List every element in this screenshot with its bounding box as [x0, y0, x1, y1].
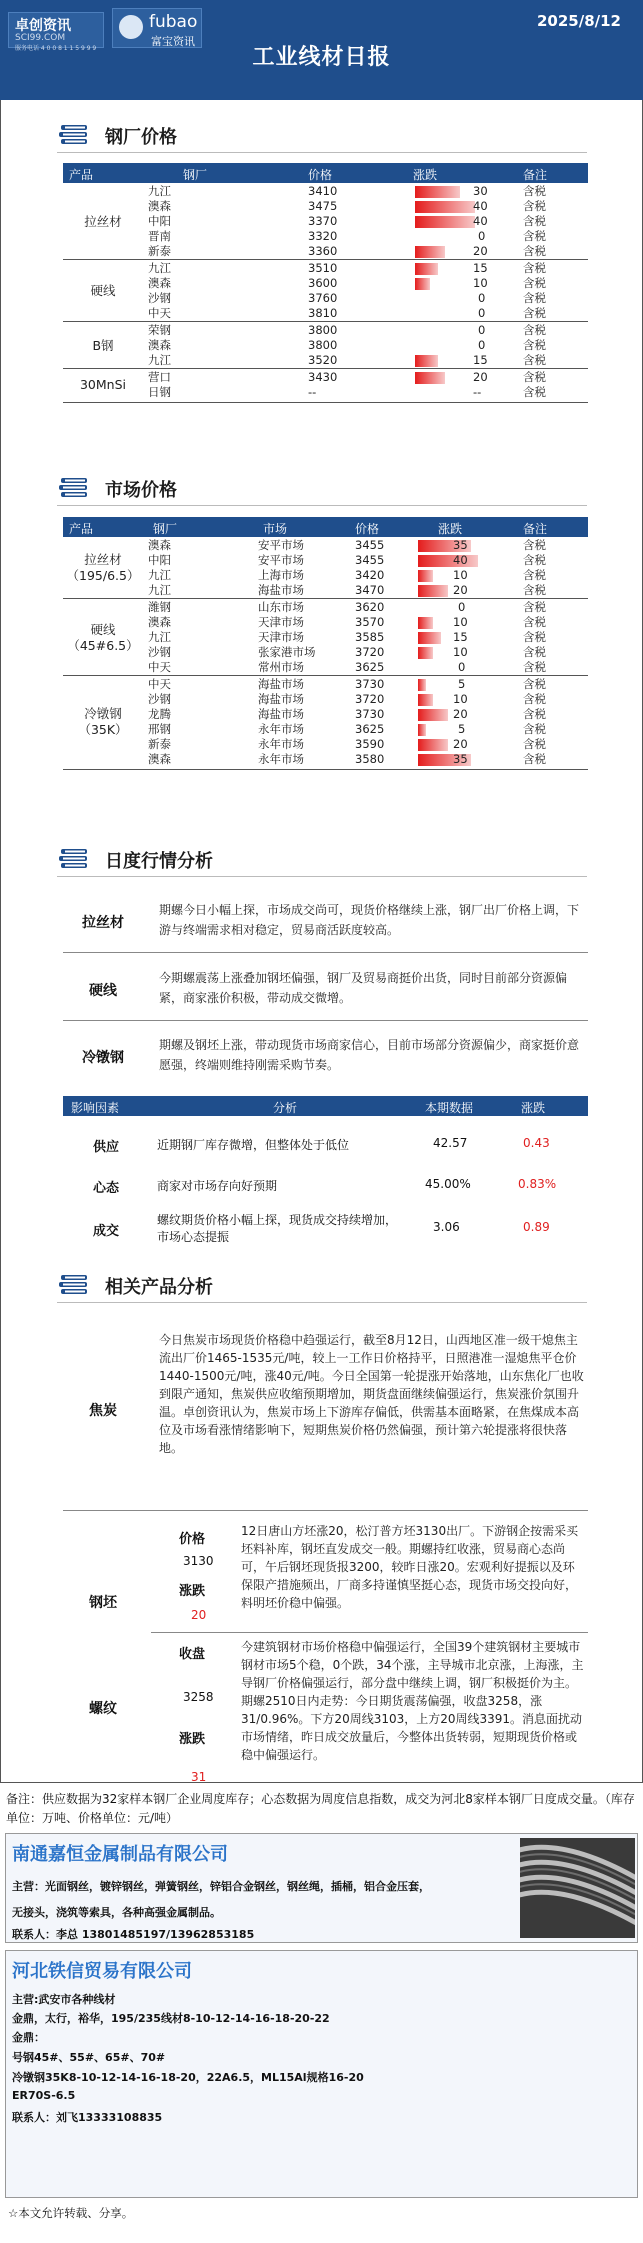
- table-row: [63, 692, 588, 707]
- mill-name: 澳森: [148, 199, 171, 213]
- market-name: 海盐市场: [258, 707, 304, 721]
- price-value: 3570: [355, 615, 385, 629]
- price-value: 3760: [308, 291, 338, 305]
- change-bar: [415, 216, 475, 228]
- group-label: [63, 706, 143, 738]
- factor-table: [63, 1096, 588, 1266]
- change-value: 10: [453, 615, 468, 629]
- change-bar: [418, 555, 478, 567]
- rebar-label: 螺纹: [89, 1701, 117, 1717]
- change-bar: [418, 694, 433, 706]
- market-name: 海盐市场: [258, 677, 304, 691]
- mill-name: 营口: [148, 370, 171, 384]
- book-stack-icon: [57, 477, 91, 499]
- ad-line: 主营:武安市各种线材: [12, 1993, 116, 2006]
- change-bar: [418, 617, 433, 629]
- ad-line: 号钢45#、55#、65#、70#: [12, 2051, 166, 2064]
- note-value: 含税: [523, 338, 546, 352]
- billet-change-value: 20: [191, 1608, 207, 1622]
- factor-value: 42.57: [433, 1136, 468, 1150]
- note-value: 含税: [523, 752, 546, 766]
- mill-name: 澳森: [148, 615, 171, 629]
- change-bar: [418, 679, 426, 691]
- col-analysis: 分析: [273, 1101, 298, 1115]
- group-spec: （195/6.5）: [66, 568, 140, 583]
- rebar-close-value: 3258: [183, 1690, 214, 1704]
- table-row: [63, 323, 588, 338]
- change-bar: [418, 585, 448, 597]
- note-value: 含税: [523, 677, 546, 691]
- ad-company-name: 河北铁信贸易有限公司: [12, 1961, 192, 1982]
- market-name: 上海市场: [258, 568, 304, 582]
- price-value: 3720: [355, 645, 385, 659]
- note-value: 含税: [523, 630, 546, 644]
- price-value: 3455: [355, 553, 385, 567]
- ad-nantong: [5, 1833, 638, 1943]
- price-value: 3410: [308, 184, 338, 198]
- col-price: 价格: [308, 168, 333, 182]
- ad-contact: 联系人：刘飞13333108835: [12, 2111, 163, 2124]
- market-name: 常州市场: [258, 660, 304, 674]
- group-divider: [63, 321, 588, 322]
- footer-note: ☆本文允许转载、分享。: [8, 2206, 134, 2220]
- change-bar: [418, 632, 441, 644]
- factor-value: 45.00%: [425, 1177, 471, 1191]
- analysis-separator: [63, 952, 588, 953]
- analysis-text-cold-heading: 期螺及钢坯上涨，带动现货市场商家信心，目前市场部分资源偏少，商家挺价意愿强，终端则维持刚需采购节奏。: [159, 1038, 580, 1072]
- group-divider: [63, 368, 588, 369]
- factor-name: 心态: [93, 1181, 120, 1196]
- change-value: 20: [473, 370, 488, 384]
- price-value: 3810: [308, 306, 338, 320]
- factor-change: 0.43: [523, 1136, 550, 1150]
- change-value: 0: [478, 323, 486, 337]
- mill-name: 九江: [148, 184, 171, 198]
- change-value: 10: [453, 568, 468, 582]
- change-value: 20: [453, 707, 468, 721]
- logo1-tiny: 服务电话 4 0 0 8 1 1 5 9 9 9: [15, 45, 97, 52]
- change-bar: [415, 355, 438, 367]
- change-bar: [418, 739, 448, 751]
- change-value: 0: [478, 306, 486, 320]
- price-value: 3625: [355, 722, 385, 736]
- table-row: [63, 737, 588, 752]
- group-divider: [63, 598, 588, 599]
- note-value: 含税: [523, 353, 546, 367]
- mill-name: 晋南: [148, 229, 171, 243]
- note-value: 含税: [523, 553, 546, 567]
- analysis-label-wire: 拉丝材: [82, 915, 124, 931]
- coke-analysis-text: 今日焦炭市场现货价格稳中趋强运行，截至8月12日，山西地区准一级干熄焦主流出厂价1465-1535元/吨，较上一工作日价格持平，日照港准一湿熄焦平仓价1440-1500元/吨，涨40元/吨。今日全国第一轮提涨开始落地，山东焦化厂也收到限产通知，焦炭供应收缩预期增加，期货盘面继续偏强运行，焦炭涨价氛围升温。卓创资讯认为，焦炭市场上下游库存偏低，供需基本面略紧，在焦煤成本高位及市场看涨情绪影响下，短期焦炭价格仍然偏强，预计第六轮提涨将很快落地。: [159, 1333, 584, 1455]
- note-value: 含税: [523, 214, 546, 228]
- mill-name: 澳森: [148, 752, 171, 766]
- col-note: 备注: [523, 522, 548, 536]
- mill-section-title: 钢厂价格: [105, 127, 177, 148]
- change-value: 20: [473, 244, 488, 258]
- market-name: 海盐市场: [258, 583, 304, 597]
- section-divider: [57, 1302, 587, 1303]
- table-row: [63, 184, 588, 199]
- ad-line: 金鼎：: [12, 2031, 45, 2044]
- report-body: [0, 100, 643, 1783]
- price-value: --: [308, 385, 317, 399]
- change-value: 40: [473, 214, 488, 228]
- col-change: 涨跌: [413, 168, 438, 182]
- price-value: 3420: [355, 568, 385, 582]
- table-row: [63, 600, 588, 615]
- price-value: 3590: [355, 737, 385, 751]
- table-row: [63, 752, 588, 767]
- market-name: 永年市场: [258, 722, 304, 736]
- factor-text: 商家对市场存向好预期: [157, 1179, 278, 1193]
- factor-change: 0.89: [523, 1220, 550, 1234]
- logo1-title: 卓创资讯: [15, 18, 71, 34]
- group-name: 硬线: [90, 621, 116, 637]
- price-value: 3520: [308, 353, 338, 367]
- page-header: [0, 0, 643, 100]
- col-value: 本期数据: [425, 1101, 474, 1115]
- data-note: 备注：供应数据为32家样本钢厂企业周度库存；心态数据为周度信息指数，成交为河北8家样本钢厂日度成交量。（库存单位：万吨、价格单位：元/吨）: [6, 1792, 635, 1825]
- note-value: 含税: [523, 737, 546, 751]
- analysis-label-cold-heading: 冷镦钢: [82, 1050, 124, 1066]
- coke-label: 焦炭: [89, 1403, 117, 1419]
- change-value: 20: [453, 583, 468, 597]
- note-value: 含税: [523, 199, 546, 213]
- group-label: [63, 552, 143, 584]
- table-bottom-line: [63, 769, 588, 770]
- market-name: 海盐市场: [258, 692, 304, 706]
- mill-name: 荣钢: [148, 323, 171, 337]
- note-value: 含税: [523, 385, 546, 399]
- change-value: 0: [478, 229, 486, 243]
- price-value: 3360: [308, 244, 338, 258]
- col-change: 涨跌: [438, 522, 463, 536]
- change-value: 10: [453, 692, 468, 706]
- note-value: 含税: [523, 291, 546, 305]
- price-value: 3800: [308, 323, 338, 337]
- group-label: 硬线: [90, 283, 116, 298]
- table-row: [63, 244, 588, 259]
- note-value: 含税: [523, 306, 546, 320]
- table-row: [63, 261, 588, 276]
- change-value: 0: [458, 600, 466, 614]
- mill-name: 九江: [148, 261, 171, 275]
- price-value: 3470: [355, 583, 385, 597]
- price-value: 3585: [355, 630, 385, 644]
- factor-value: 3.06: [433, 1220, 460, 1234]
- table-row: [63, 538, 588, 553]
- note-value: 含税: [523, 261, 546, 275]
- factor-change: 0.83%: [518, 1177, 557, 1191]
- book-stack-icon: [57, 1274, 91, 1296]
- group-label: B钢: [92, 337, 114, 353]
- change-value: 40: [453, 553, 468, 567]
- group-divider: [63, 675, 588, 676]
- col-change: 涨跌: [521, 1101, 546, 1115]
- table-row: [63, 677, 588, 692]
- mill-name: 中天: [148, 660, 171, 674]
- mill-name: 新泰: [148, 737, 171, 751]
- related-section-title: 相关产品分析: [105, 1277, 213, 1298]
- market-name: 永年市场: [258, 752, 304, 766]
- logo2-sub: 富宝资讯: [151, 35, 195, 48]
- section-divider: [57, 152, 587, 153]
- col-product: 产品: [69, 168, 94, 182]
- change-bar: [415, 278, 430, 290]
- note-value: 含税: [523, 600, 546, 614]
- mill-name: 澳森: [148, 276, 171, 290]
- change-value: --: [473, 385, 482, 399]
- change-value: 15: [473, 353, 488, 367]
- note-value: 含税: [523, 370, 546, 384]
- market-name: 山东市场: [258, 600, 304, 614]
- wire-rope-image: [520, 1838, 635, 1938]
- change-value: 30: [473, 184, 488, 198]
- change-value: 35: [453, 538, 468, 552]
- logo1-sub: SCI99.COM: [15, 33, 66, 43]
- group-label: [63, 622, 143, 654]
- price-value: 3455: [355, 538, 385, 552]
- billet-price-value: 3130: [183, 1554, 214, 1568]
- factor-table-header: [63, 1096, 588, 1116]
- table-row: [63, 306, 588, 321]
- analysis-text-hardwire: 今期螺震荡上涨叠加钢坯偏强，钢厂及贸易商挺价出货，同时目前部分资源偏紧，商家涨价积极，带动成交微增。: [159, 971, 568, 1005]
- report-title: 工业线材日报: [252, 45, 391, 70]
- note-value: 含税: [523, 692, 546, 706]
- note-value: 含税: [523, 276, 546, 290]
- ad-line: ER70S-6.5: [12, 2089, 76, 2102]
- table-row: [63, 583, 588, 598]
- rebar-change-value: 31: [191, 1770, 207, 1784]
- mill-name: 九江: [148, 630, 171, 644]
- daily-section-title: 日度行情分析: [105, 851, 213, 872]
- billet-price-label: 价格: [179, 1532, 206, 1547]
- mill-name: 中天: [148, 677, 171, 691]
- mill-name: 中阳: [148, 214, 171, 228]
- group-spec: （45#6.5）: [67, 637, 139, 653]
- mill-name: 潍钢: [148, 600, 171, 614]
- group-label: 拉丝材: [84, 213, 122, 229]
- market-name: 安平市场: [258, 553, 304, 567]
- billet-change-label: 涨跌: [179, 1584, 206, 1599]
- mill-name: 澳森: [148, 538, 171, 552]
- change-value: 10: [453, 645, 468, 659]
- price-value: 3580: [355, 752, 385, 766]
- change-value: 35: [453, 752, 468, 766]
- mill-name: 九江: [148, 568, 171, 582]
- factor-name: 成交: [93, 1224, 120, 1239]
- group-name: 拉丝材: [84, 552, 122, 567]
- mill-name: 中阳: [148, 553, 171, 567]
- mill-name: 新泰: [148, 244, 171, 258]
- mill-name: 沙钢: [148, 692, 171, 706]
- change-value: 15: [453, 630, 468, 644]
- change-value: 40: [473, 199, 488, 213]
- table-row: [63, 229, 588, 244]
- price-value: 3370: [308, 214, 338, 228]
- group-spec: （35K）: [78, 722, 128, 737]
- price-value: 3475: [308, 199, 338, 213]
- table-row: [63, 660, 588, 675]
- change-value: 10: [473, 276, 488, 290]
- ad-company-name: 南通嘉恒金属制品有限公司: [12, 1844, 228, 1865]
- related-separator: [63, 1510, 588, 1511]
- table-row: [63, 199, 588, 214]
- analysis-label-hardwire: 硬线: [89, 983, 117, 999]
- group-divider: [63, 259, 588, 260]
- mill-name: 澳森: [148, 338, 171, 352]
- price-value: 3720: [355, 692, 385, 706]
- mill-name: 九江: [148, 583, 171, 597]
- price-value: 3510: [308, 261, 338, 275]
- change-value: 0: [458, 660, 466, 674]
- mill-name: 沙钢: [148, 645, 171, 659]
- ad-line: 无接头，浇筑等索具，各种高强金属制品。: [12, 1906, 221, 1919]
- col-mill: 钢厂: [153, 522, 178, 536]
- market-table-header: [63, 517, 588, 537]
- rebar-analysis-text: 今建筑钢材市场价格稳中偏强运行，全国39个建筑钢材主要城市钢材市场5个稳，0个跌，34个涨，主导城市北京涨，上海涨，主导钢厂价格偏强运行，部分盘中继续上调，钢厂积极挺价为主。期螺2510日内走势：今日期货震荡偏强，收盘3258，涨31/0.96%。下方20周线3103，上方20周线3391。消息面扰动市场情绪，昨日成交放量后，今整体出货转弱，短期现货价格或稳中偏强运行。: [241, 1640, 584, 1762]
- note-value: 含税: [523, 244, 546, 258]
- note-value: 含税: [523, 645, 546, 659]
- mill-table-header: [63, 163, 588, 183]
- mill-name: 日钢: [148, 385, 171, 399]
- change-value: 0: [478, 291, 486, 305]
- factor-text: 近期钢厂库存微增，但整体处于低位: [157, 1138, 350, 1152]
- ad-hebei-tiexin: [5, 1950, 638, 2198]
- fubao-mark-icon: [119, 15, 143, 39]
- book-stack-icon: [57, 124, 91, 146]
- change-bar: [418, 724, 426, 736]
- rebar-close-label: 收盘: [179, 1647, 206, 1662]
- mill-name: 龙腾: [148, 707, 171, 721]
- billet-analysis-text: 12日唐山方坯涨20，松汀普方坯3130出厂。下游钢企按需采买坯料补库，钢坯直发成交一般。期螺持红收涨，贸易商心态尚可，午后钢坯现货报3200，较昨日涨20。宏观利好提振以及环保限产措施频出，厂商多持谨慎坚挺心态，现货市场交投向好，料明坯价稳中偏强。: [241, 1524, 579, 1610]
- change-value: 15: [473, 261, 488, 275]
- note-value: 含税: [523, 229, 546, 243]
- factor-name: 供应: [93, 1140, 120, 1155]
- price-value: 3620: [355, 600, 385, 614]
- market-section-title: 市场价格: [105, 480, 177, 501]
- col-factor: 影响因素: [71, 1101, 120, 1115]
- note-value: 含税: [523, 184, 546, 198]
- note-value: 含税: [523, 568, 546, 582]
- note-value: 含税: [523, 707, 546, 721]
- change-bar: [415, 372, 445, 384]
- report-date: 2025/8/12: [536, 12, 621, 30]
- market-name: 天津市场: [258, 630, 304, 644]
- price-value: 3730: [355, 707, 385, 721]
- price-value: 3625: [355, 660, 385, 674]
- change-bar: [415, 186, 460, 198]
- price-value: 3800: [308, 338, 338, 352]
- price-value: 3730: [355, 677, 385, 691]
- ad-line: 主营：光面钢丝，镀锌钢丝，弹簧钢丝，锌铝合金钢丝，钢丝绳，插桶，铝合金压套，: [12, 1880, 430, 1893]
- rebar-change-label: 涨跌: [179, 1732, 206, 1747]
- ad-contact: 联系人：李总 13801485197/13962853185: [12, 1928, 255, 1941]
- ad-line: 冷镦钢35K8-10-12-14-16-18-20，22A6.5，ML15Al规格16-20: [12, 2071, 364, 2084]
- price-value: 3320: [308, 229, 338, 243]
- col-price: 价格: [355, 522, 380, 536]
- change-value: 5: [458, 677, 466, 691]
- logo2-brand: fubao: [149, 12, 198, 32]
- price-value: 3430: [308, 370, 338, 384]
- note-value: 含税: [523, 615, 546, 629]
- mill-name: 中天: [148, 306, 171, 320]
- change-value: 5: [458, 722, 466, 736]
- table-bottom-line: [63, 402, 588, 403]
- change-bar: [415, 263, 438, 275]
- market-name: 安平市场: [258, 538, 304, 552]
- col-note: 备注: [523, 168, 548, 182]
- note-value: 含税: [523, 538, 546, 552]
- price-value: 3600: [308, 276, 338, 290]
- related-separator: [151, 1632, 588, 1633]
- factor-text: 螺纹期货价格小幅上探，现货成交持续增加，市场心态提振: [157, 1213, 398, 1244]
- market-price-table: [63, 517, 588, 937]
- section-divider: [57, 876, 587, 877]
- analysis-text-wire: 期螺今日小幅上探，市场成交尚可，现货价格继续上涨，钢厂出厂价格上调，下游与终端需求相对稳定，贸易商活跃度较高。: [159, 903, 580, 937]
- note-value: 含税: [523, 323, 546, 337]
- change-bar: [418, 709, 448, 721]
- section-divider: [57, 505, 587, 506]
- group-name: 冷镦钢: [84, 706, 122, 721]
- analysis-separator: [63, 1020, 588, 1021]
- change-bar: [418, 647, 433, 659]
- change-value: 0: [478, 338, 486, 352]
- mill-name: 沙钢: [148, 291, 171, 305]
- note-value: 含税: [523, 660, 546, 674]
- market-name: 张家港市场: [258, 645, 316, 659]
- note-value: 含税: [523, 722, 546, 736]
- mill-name: 九江: [148, 353, 171, 367]
- group-label: 30MnSi: [79, 377, 127, 392]
- market-name: 天津市场: [258, 615, 304, 629]
- change-bar: [415, 201, 475, 213]
- change-bar: [418, 570, 433, 582]
- ad-line: 金鼎，太行，裕华，195/235线材8-10-12-14-16-18-20-22: [12, 2012, 330, 2025]
- change-value: 20: [453, 737, 468, 751]
- col-mill: 钢厂: [183, 168, 208, 182]
- mill-name: 邢钢: [148, 722, 171, 736]
- col-market: 市场: [263, 522, 288, 536]
- note-value: 含税: [523, 583, 546, 597]
- table-row: [63, 353, 588, 368]
- col-product: 产品: [69, 522, 94, 536]
- billet-label: 钢坯: [89, 1595, 117, 1611]
- book-stack-icon: [57, 848, 91, 870]
- market-name: 永年市场: [258, 737, 304, 751]
- change-bar: [415, 246, 445, 258]
